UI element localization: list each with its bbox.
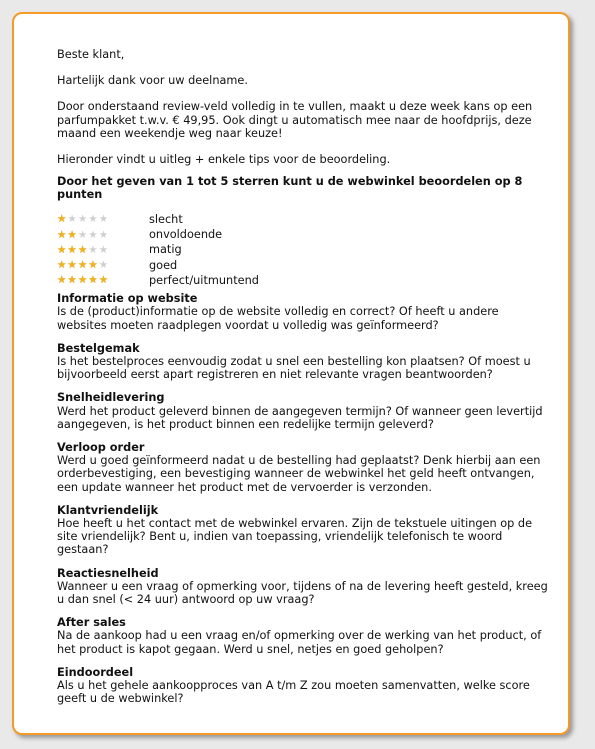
criterion-after-sales bbox=[57, 616, 549, 656]
star-empty-icon: ★ bbox=[98, 259, 109, 272]
rating-row bbox=[57, 212, 549, 227]
criterion-text: Na de aankoop had u een vraag en/of opmerking over de werking van het product, of het product is kapot gegaan. Werd u snel, netjes en goed geholpen? bbox=[57, 629, 542, 656]
criterion-title: After sales bbox=[57, 616, 126, 630]
rating-row bbox=[57, 242, 549, 257]
star-empty-icon: ★ bbox=[77, 228, 88, 241]
criterion-title: Eindoordeel bbox=[57, 665, 134, 679]
star-empty-icon: ★ bbox=[88, 213, 98, 226]
star-rating-4 bbox=[57, 259, 149, 271]
criterion-text: Als u het gehele aankoopproces van A t/m Z zou moeten samenvatten, welke score geeft u de webwinkel? bbox=[57, 678, 530, 706]
star-filled-icon: ★ bbox=[57, 274, 67, 287]
criterion-text: Werd u goed geïnformeerd nadat u de bestelling had geplaatst? Denk hierbij aan een orderbevestiging, een bevestiging wanneer de webwinkel het geld heeft ontvangen, een update wanneer het product met de vervoerder is verzonden. bbox=[57, 454, 541, 494]
star-filled-icon: ★ bbox=[57, 243, 67, 256]
star-rating-3 bbox=[57, 244, 149, 256]
star-filled-icon: ★ bbox=[67, 274, 77, 287]
criterion-title: Verloop order bbox=[57, 440, 145, 454]
star-filled-icon: ★ bbox=[67, 259, 77, 272]
criterion-title: Klantvriendelijk bbox=[57, 503, 159, 517]
letter-frame bbox=[12, 12, 570, 735]
star-empty-icon: ★ bbox=[88, 228, 98, 241]
greeting: Beste klant, bbox=[57, 48, 125, 61]
criterion-title: Snelheidlevering bbox=[57, 391, 165, 405]
star-filled-icon: ★ bbox=[77, 243, 88, 256]
star-filled-icon: ★ bbox=[57, 228, 67, 241]
star-filled-icon: ★ bbox=[98, 274, 109, 287]
rating-row bbox=[57, 258, 549, 273]
rating-heading: Door het geven van 1 tot 5 sterren kunt u de webwinkel beoordelen op 8 punten bbox=[57, 175, 523, 202]
star-rating-1 bbox=[57, 213, 149, 225]
criterion-title: Informatie op website bbox=[57, 292, 198, 306]
tips-line: Hieronder vindt u uitleg + enkele tips voor de beoordeling. bbox=[57, 153, 391, 167]
rating-label: onvoldoende bbox=[149, 227, 223, 241]
star-filled-icon: ★ bbox=[88, 274, 98, 287]
rating-scale bbox=[57, 212, 549, 288]
criterion-text: Is het bestelproces eenvoudig zodat u snel een bestelling kon plaatsen? Of moest u bijvoorbeeld eerst apart registreren en niet relevante vragen beantwoorden? bbox=[57, 354, 531, 382]
star-empty-icon: ★ bbox=[77, 213, 88, 226]
star-empty-icon: ★ bbox=[98, 243, 109, 256]
star-filled-icon: ★ bbox=[67, 243, 77, 256]
star-empty-icon: ★ bbox=[98, 213, 109, 226]
criterion-snelheidlevering bbox=[57, 391, 549, 431]
criterion-text: Hoe heeft u het contact met de webwinkel ervaren. Zijn de tekstuele uitingen op de site vriendelijk? Bent u, indien van toepassing, vriendelijk telefonisch te woord gestaan? bbox=[57, 516, 533, 557]
star-filled-icon: ★ bbox=[88, 259, 98, 272]
star-filled-icon: ★ bbox=[77, 274, 88, 287]
criterion-text: Is de (product)informatie op de website volledig en correct? Of heeft u andere websites moeten raadplegen voordat u volledig was geïnformeerd? bbox=[57, 305, 499, 332]
star-empty-icon: ★ bbox=[67, 213, 77, 226]
thanks-line: Hartelijk dank voor uw deelname. bbox=[57, 74, 248, 88]
intro-paragraph: Door onderstaand review-veld volledig in te vullen, maakt u deze week kans op een parfumpakket t.w.v. € 49,95. Ook dingt u automatisch mee naar de hoofdprijs, deze maand een weekendje weg naar keuze! bbox=[57, 100, 533, 140]
star-filled-icon: ★ bbox=[77, 259, 88, 272]
star-empty-icon: ★ bbox=[88, 243, 98, 256]
star-filled-icon: ★ bbox=[57, 259, 67, 272]
star-filled-icon: ★ bbox=[67, 228, 77, 241]
rating-label: perfect/uitmuntend bbox=[149, 273, 259, 287]
rating-label: matig bbox=[149, 243, 182, 257]
star-empty-icon: ★ bbox=[98, 228, 109, 241]
criterion-informatie bbox=[57, 292, 549, 332]
criterion-title: Bestelgemak bbox=[57, 341, 140, 355]
criterion-text: Wanneer u een vraag of opmerking voor, tijdens of na de levering heeft gesteld, kreeg u dan snel (< 24 uur) antwoord op uw vraag? bbox=[57, 579, 548, 606]
criterion-text: Werd het product geleverd binnen de aangegeven termijn? Of wanneer geen levertijd aangegeven, is het product binnen een redelijke termijn geleverd? bbox=[57, 404, 543, 431]
rating-label: goed bbox=[149, 258, 178, 272]
star-filled-icon: ★ bbox=[57, 213, 67, 226]
star-rating-5 bbox=[57, 274, 149, 286]
rating-row bbox=[57, 227, 549, 242]
star-rating-2 bbox=[57, 229, 149, 241]
criterion-title: Reactiesnelheid bbox=[57, 566, 159, 580]
criterion-eindoordeel bbox=[57, 666, 549, 706]
criterion-verloop-order bbox=[57, 441, 549, 494]
rating-label: slecht bbox=[149, 212, 183, 226]
criterion-klantvriendelijk bbox=[57, 504, 549, 557]
rating-row bbox=[57, 273, 549, 288]
criterion-reactiesnelheid bbox=[57, 567, 549, 607]
criterion-bestelgemak bbox=[57, 342, 549, 382]
letter-content bbox=[57, 48, 549, 715]
